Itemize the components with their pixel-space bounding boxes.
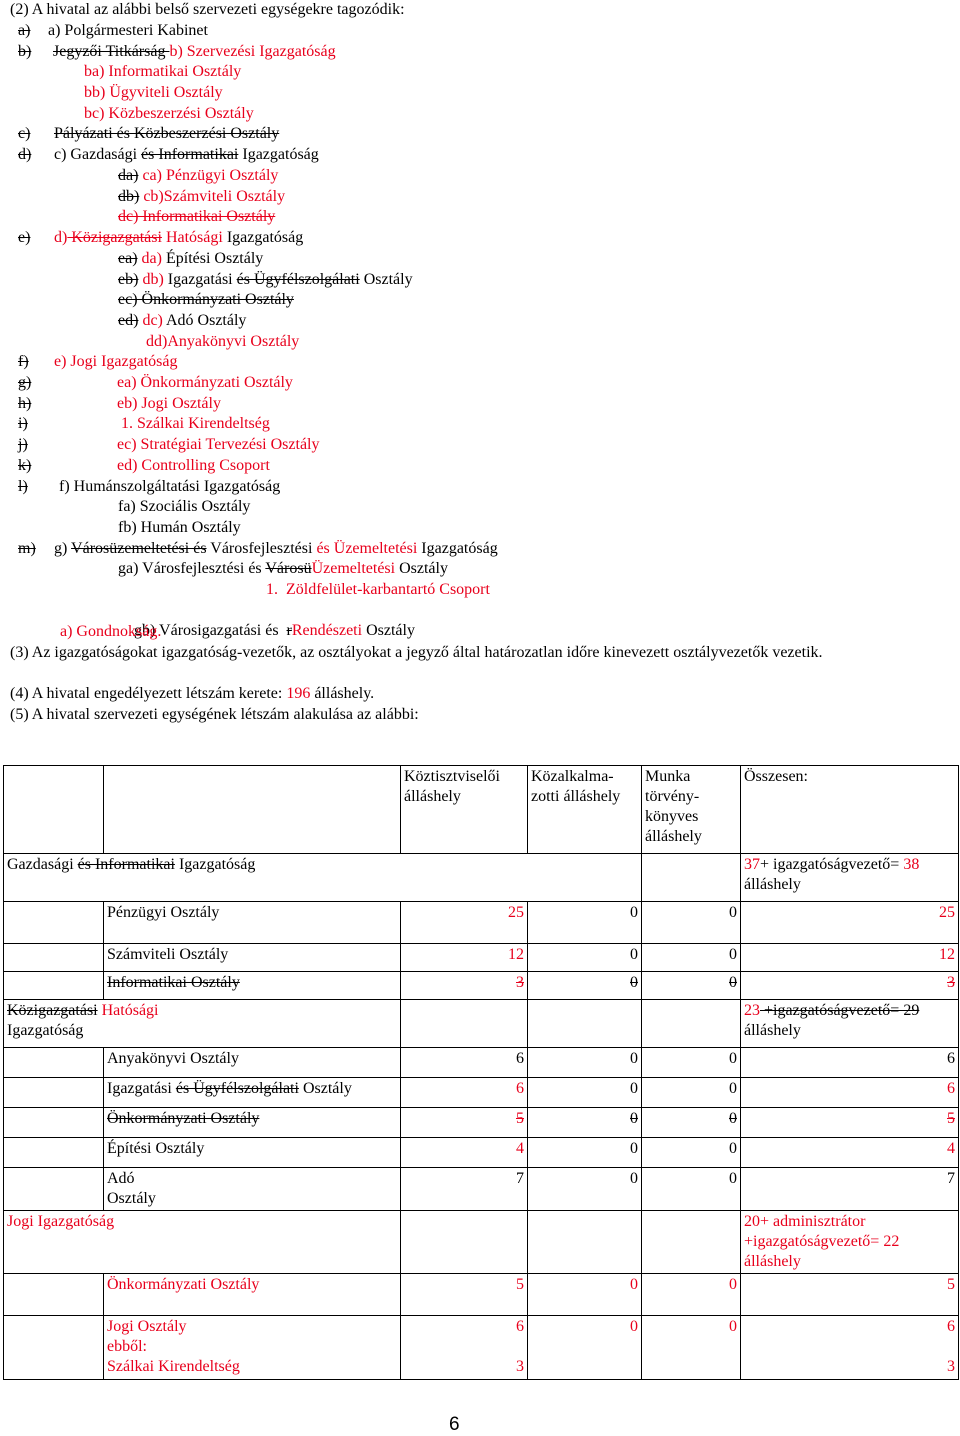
- table-row: Anyakönyvi Osztály 6 0 0 6: [4, 1048, 959, 1078]
- outline-line: h) eb) Jogi Osztály: [18, 395, 221, 412]
- outline-line: a) Gondnokság.: [60, 623, 162, 640]
- outline-line: dc) Informatikai Osztály: [118, 208, 276, 225]
- outline-intro: (2) A hivatal az alábbi belső szervezeti egységekre tagozódik:: [10, 1, 405, 18]
- outline-line: 1. Zöldfelület-karbantartó Csoport: [266, 581, 490, 598]
- outline-line: gb) Városigazgatási és rRendészeti Osztály: [134, 622, 415, 639]
- table-row: Számviteli Osztály 12 0 0 12: [4, 944, 959, 972]
- table-row: Jogi Igazgatóság 20+ adminisztrátor +igazgatóságvezető= 22 álláshely: [4, 1211, 959, 1274]
- table-row: Építési Osztály 4 0 0 4: [4, 1138, 959, 1168]
- outline-line: f) e) Jogi Igazgatóság: [18, 353, 178, 370]
- outline-line: ec) Önkormányzati Osztály: [118, 291, 294, 308]
- table-row: Igazgatási és Ügyfélszolgálati Osztály 6 0 0 6: [4, 1078, 959, 1108]
- outline-line: bb) Ügyviteli Osztály: [84, 84, 223, 101]
- outline-line: d) c) Gazdasági és Informatikai Igazgatóság: [18, 146, 319, 163]
- outline-line: i) 1. Szálkai Kirendeltség: [18, 415, 270, 432]
- table-row: Pénzügyi Osztály 25 0 0 25: [4, 902, 959, 944]
- outline-line: e) d) Közigazgatási Hatósági Igazgatóság: [18, 229, 304, 246]
- table-header-row: [4, 766, 959, 854]
- table-row: Közigazgatási Hatósági Igazgatóság 23 +igazgatóságvezető= 29 álláshely: [4, 1000, 959, 1048]
- staffing-table: [3, 765, 959, 1380]
- outline-line: k) ed) Controlling Csoport: [18, 457, 270, 474]
- col-header-munka: Munka törvény-könyves álláshely: [642, 766, 741, 854]
- outline-line: da) ca) Pénzügyi Osztály: [118, 167, 279, 184]
- outline-line: b) Jegyzői Titkárság b) Szervezési Igazgatóság: [18, 43, 336, 60]
- outline-line: c) Pályázati és Közbeszerzési Osztály: [18, 125, 280, 142]
- table-row: Informatikai Osztály 3 0 0 3: [4, 972, 959, 1000]
- table-row: Gazdasági és Informatikai Igazgatóság 37+ igazgatóságvezető= 38 álláshely: [4, 854, 959, 902]
- outline-line: fb) Humán Osztály: [118, 519, 241, 536]
- outline-line: bc) Közbeszerzési Osztály: [84, 105, 254, 122]
- page-number: 6: [449, 1414, 460, 1435]
- outline-line: m) g) Városüzemeltetési és Városfejlesztési és Üzemeltetési Igazgatóság: [18, 540, 498, 557]
- col-header-osszesen: Összesen:: [741, 766, 959, 854]
- col-header-koztisztviseloi: Köztisztviselői álláshely: [401, 766, 528, 854]
- outline-line: j) ec) Stratégiai Tervezési Osztály: [18, 436, 320, 453]
- outline-line: eb) db) Igazgatási és Ügyfélszolgálati Osztály: [118, 271, 413, 288]
- outline-line: a) a) Polgármesteri Kabinet: [18, 22, 208, 39]
- outline-line: ed) dc) Adó Osztály: [118, 312, 247, 329]
- paragraph-5: (5) A hivatal szervezeti egységének létszám alakulása az alábbi:: [10, 706, 419, 723]
- outline-line: dd)Anyakönyvi Osztály: [146, 333, 300, 350]
- outline-line: db) cb)Számviteli Osztály: [118, 188, 286, 205]
- paragraph-4: (4) A hivatal engedélyezett létszám kerete: 196 álláshely.: [10, 685, 375, 702]
- table-row: Önkormányzati Osztály 5 0 0 5: [4, 1274, 959, 1316]
- table-row: Önkormányzati Osztály 5 0 0 5: [4, 1108, 959, 1138]
- table-row: Jogi Osztály ebből: Szálkai Kirendeltség 6 3 0 0 6 3: [4, 1316, 959, 1380]
- outline-line: ga) Városfejlesztési és VárosüÜzemeltetési Osztály: [118, 560, 448, 577]
- outline-line: l) f) Humánszolgáltatási Igazgatóság: [18, 478, 281, 495]
- outline-line: ba) Informatikai Osztály: [84, 63, 242, 80]
- table-row: Adó Osztály 7 0 0 7: [4, 1168, 959, 1211]
- col-header-kozalkalmazotti: Közalkalma-zotti álláshely: [528, 766, 642, 854]
- outline-line: g) ea) Önkormányzati Osztály: [18, 374, 293, 391]
- paragraph-3: (3) Az igazgatóságokat igazgatóság-vezetők, az osztályokat a jegyző által határozatlan időre kinevezett osztályvezetők vezetik.: [10, 644, 823, 661]
- outline-line: fa) Szociális Osztály: [118, 498, 251, 515]
- outline-line: ea) da) Építési Osztály: [118, 250, 264, 267]
